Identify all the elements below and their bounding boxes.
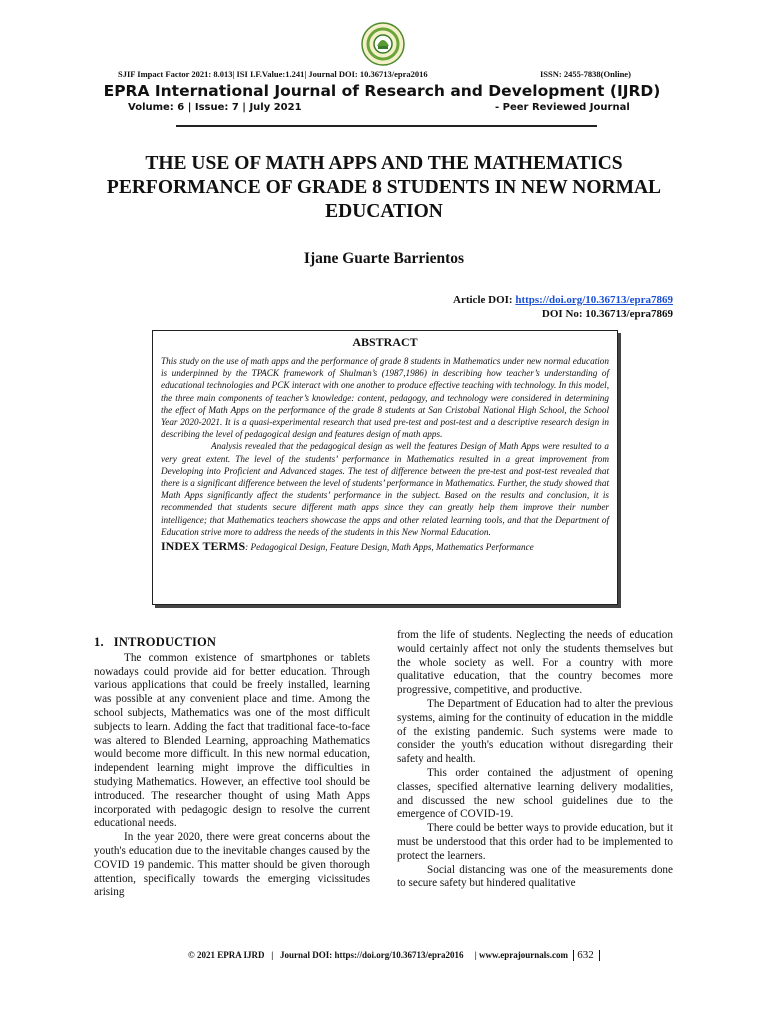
index-terms-values: : Pedagogical Design, Feature Design, Math Apps, Mathematics Performance [245, 542, 534, 553]
doi-number: DOI No: 10.36713/epra7869 [541, 308, 673, 320]
article-title: THE USE OF MATH APPS AND THE MATHEMATICS PERFORMANCE OF GRADE 8 STUDENTS IN NEW NORMAL EDUCATION [106, 153, 662, 222]
footer-copyright: © 2021 EPRA IJRD [188, 950, 265, 960]
header-divider [176, 125, 597, 127]
page-number: 632 [577, 949, 594, 961]
issn-text: ISSN: 2455-7838(Online) [540, 69, 631, 79]
abstract-text [161, 355, 609, 538]
body-paragraph: The common existence of smartphones or tablets nowadays could provide aid for better education. Through various applications that could be freely installed, learning was possible at any convenient place and time. Among the school subjects, Mathematics was one of the most difficult subjects to learn. Adding the fact that traditional face-to-face was altered to Blended Learning, approaching Mathematics would become more difficult. In this new normal education, independent learning might improve the difficulties in studying Mathematics. However, an effective tool should be introduced. The researcher thought of using Math Apps incorporated with pedagogic design to resolve the current educational needs. [94, 651, 370, 830]
doi-block [453, 293, 673, 321]
body-paragraph: There could be better ways to provide education, but it must be understood that this order had to be implemented to protect the learners. [397, 822, 673, 862]
footer-separator: | [271, 950, 274, 960]
journal-name: EPRA International Journal of Research and Development (IJRD) [103, 82, 661, 100]
body-column-left [94, 636, 370, 900]
article-doi-line [453, 293, 673, 307]
body-paragraph: In the year 2020, there were great concerns about the youth's education due to the inevitable changes caused by the COVID 19 pandemic. This matter should be given thorough attention, specifically towards the emerging vicissitudes arising [94, 831, 370, 899]
body-paragraph: from the life of students. Neglecting the needs of education would certainly affect not only the students themselves but the whole society as well. For a country with more qualitative education, that the country becomes more progressive, competitive, and productive. [397, 629, 673, 697]
body-paragraph: Social distancing was one of the measurements done to secure safety but hindered qualitative [397, 863, 673, 890]
footer-separator [599, 950, 600, 961]
volume-issue-text: Volume: 6 | Issue: 7 | July 2021 [128, 102, 302, 113]
abstract-heading: ABSTRACT [352, 335, 418, 349]
index-terms [161, 539, 609, 554]
page-footer [188, 949, 603, 961]
abstract-box [152, 330, 618, 605]
body-column-right [397, 629, 673, 891]
article-doi-link[interactable]: https://doi.org/10.36713/epra7869 [515, 294, 673, 306]
footer-separator [573, 950, 574, 961]
abstract-paragraph: This study on the use of math apps and the performance of grade 8 students in Mathematics under new normal education is underpinned by the TPACK framework of Shulman’s (1987,1986) in describing how teacher’s understanding of educational technologies and PCK interact with one another to produce effective teaching with technology. In this model, the three main components of teacher’s knowledge: content, pedagogy, and technology were considered in determining the effect of Math Apps on the performance of the grade 8 students at San Cristobal National High School, the School Year 2020-2021. It is a quasi-experimental research that used pre-test and post-test and a descriptive research design in describing the level of pedagogical design and features design of math apps. [161, 356, 609, 440]
impact-factor-text: SJIF Impact Factor 2021: 8.013| ISI I.F.Value:1.241| Journal DOI: 10.36713/epra2016 [118, 69, 428, 79]
body-paragraph: The Department of Education had to alter the previous systems, aiming for the continuity of education in the middle of the existing pandemic. Such systems were made to consider the youth's education without disregarding their safety and health. [397, 697, 673, 766]
impact-factor-line [118, 69, 658, 79]
footer-website: | www.eprajournals.com [474, 950, 568, 960]
section-heading: 1. INTRODUCTION [94, 635, 217, 649]
article-doi-label: Article DOI: [453, 294, 516, 306]
index-terms-label: INDEX TERMS [161, 539, 246, 554]
peer-reviewed-text: - Peer Reviewed Journal [495, 102, 630, 113]
footer-journal-doi: Journal DOI: https://doi.org/10.36713/epra2016 [279, 950, 464, 960]
body-paragraph: This order contained the adjustment of opening classes, specified alternative learning delivery modalities, and discussed the new school guidelines due to the emergence of COVID-19. [397, 766, 673, 821]
epra-logo-icon [361, 22, 405, 66]
abstract-paragraph: Analysis revealed that the pedagogical design as well the features Design of Math Apps were resulted to a very great extent. The level of the students’ performance in Mathematics resulted in a great improvement from Developing into Proficient and Advanced stages. The test of difference between the pre-test and post-test revealed that there is a significant difference between the level of students’ performance in Mathematics. Further, the study showed that Math Apps significantly affect the students’ performance in the subject. Based on the results and conclusion, it is recommended that students secure different math apps since they can greatly help them improve their number intelligence; that Mathematics teachers showcase the apps and other related learning tools, and that the Department of Education strive more to address the needs of the students in this New Normal Education. [161, 441, 609, 537]
author-name: Ijane Guarte Barrientos [303, 250, 465, 267]
volume-line [128, 102, 628, 113]
